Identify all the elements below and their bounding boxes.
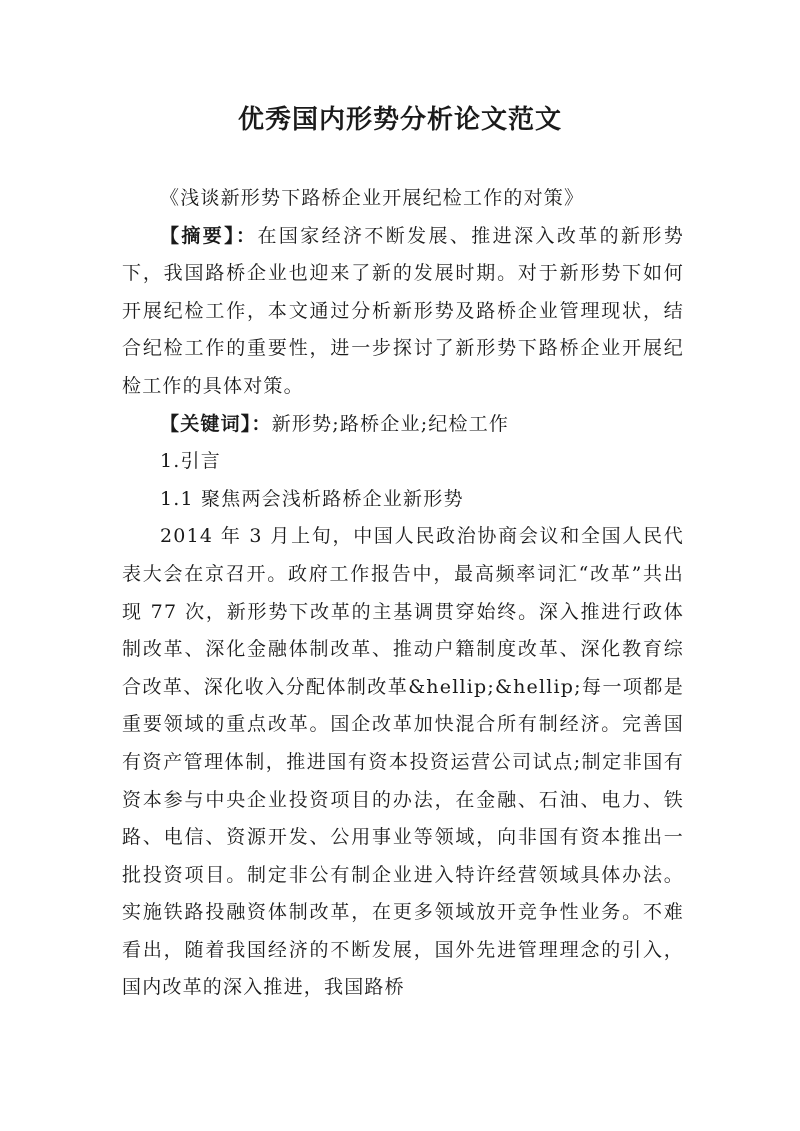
keywords-text: 新形势;路桥企业;纪检工作 [271,412,510,435]
section-heading-1: 1.引言 [160,450,221,473]
section-heading-1-1: 1.1 聚焦两会浅析路桥企业新形势 [160,487,464,510]
keywords-paragraph [122,406,684,444]
abstract-text: 在国家经济不断发展、推进深入改革的新形势下，我国路桥企业也迎来了新的发展时期。对于新形势下如何开展纪检工作，本文通过分析新形势及路桥企业管理现状，结合纪检工作的重要性，进一步探讨了新形势下路桥企业开展纪检工作的具体对策。 [122,224,684,397]
abstract-paragraph [122,218,684,406]
article-title: 《浅谈新形势下路桥企业开展纪检工作的对策》 [160,187,585,209]
document-title: 优秀国内形势分析论文范文 [237,105,562,135]
abstract-label: 【摘要】： [160,224,258,247]
document-body [122,180,684,1007]
keywords-label: 【关键词】： [160,412,272,435]
body-paragraph-1: 2014 年 3 月上旬，中国人民政治协商会议和全国人民代表大会在京召开。政府工作报告中，最高频率词汇“改革”共出现 77 次，新形势下改革的主基调贯穿始终。深入推进行政体制改革、深化金融体制改革、推动户籍制度改革、深化教育综合改革、深化收入分配体制改革&hellip;&hellip;每一项都是重要领域的重点改革。国企改革加快混合所有制经济。完善国有资产管理体制，推进国有资本投资运营公司试点;制定非国有资本参与中央企业投资项目的办法，在金融、石油、电力、铁路、电信、资源开发、公用事业等领域，向非国有资本推出一批投资项目。制定非公有制企业进入特许经营领域具体办法。实施铁路投融资体制改革，在更多领域放开竞争性业务。不难看出，随着我国经济的不断发展，国外先进管理理念的引入，国内改革的深入推进，我国路桥 [122,525,684,999]
